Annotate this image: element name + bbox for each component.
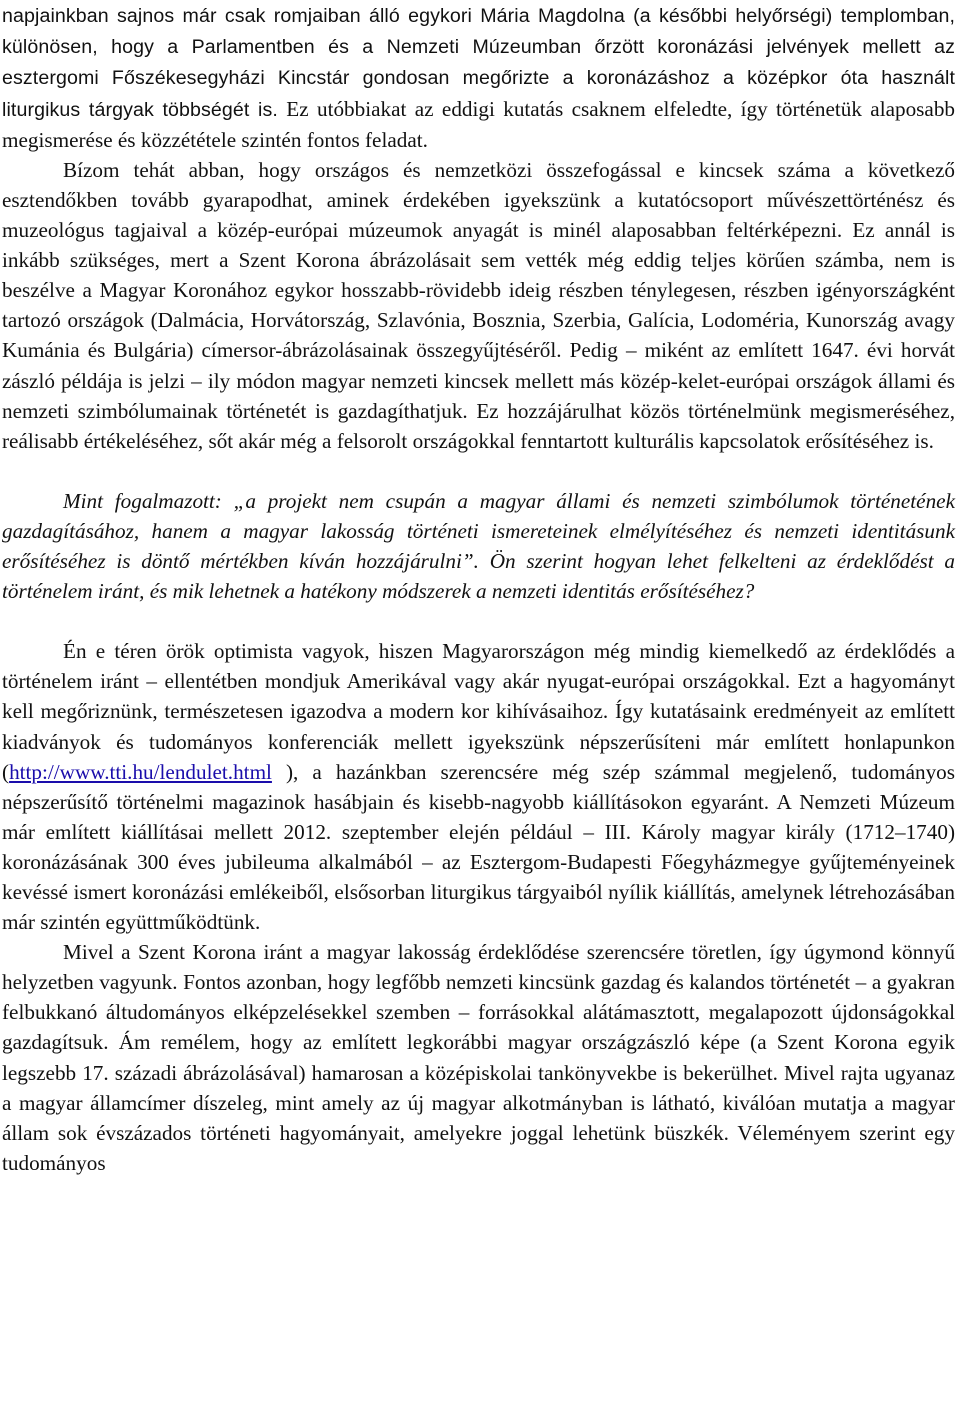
paragraph-optimism-answer xyxy=(2,636,955,937)
paragraph-spacer xyxy=(2,606,955,636)
paragraph-crown-treasury-sans-text: napjainkban sajnos már csak romjaiban álló egykori Mária Magdolna (a későbbi helyőrségi) templomban, különösen, hogy a Parlamentben és a Nemzeti Múzeumban őrzött koronázási jelvények mellett az esztergomi Főszékesegyházi Kincstár gondosan megőrizte a koronázáshoz a középkor óta használt liturgikus tárgyak többségét is. xyxy=(2,5,955,121)
paragraph-spacer xyxy=(2,456,955,486)
website-link[interactable]: http://www.tti.hu/lendulet.html xyxy=(9,759,272,784)
answer-text-before-link: Én e téren örök optimista vagyok, hiszen Magyarországon még mindig kiemelkedő az érdeklődés a történelem iránt – ellentétben mondjuk Amerikával vagy akár nyugat-európai országokkal. Ezt a hagyományt kell megőriznünk, természetesen igazodva a modern kor kihívásaihoz. Így kutatásaink eredményeit az említett kiadványok és tudományos konferenciák mellett igyekszünk népszerűsíteni már említett honlapunkon ( xyxy=(2,639,955,784)
paragraph-national-cooperation: Bízom tehát abban, hogy országos és nemzetközi összefogással e kincsek száma a következő esztendőkben tovább gyarapodhat, aminek érdekében igyekszünk a kutatócsoport művészettörténész és muzeológus tagjaival a közép-európai múzeumok anyagát is minél alaposabban feltérképezni. Ez annál is inkább szükséges, mert a Szent Korona ábrázolásait sem vették még eddig teljes körűen számba, nem is beszélve a Magyar Koronához egykor hosszabb-rövidebb ideig részben ténylegesen, részben igényországként tartozó országok (Dalmácia, Horvátország, Szlavónia, Bosznia, Szerbia, Galícia, Lodoméria, Kunország avagy Kumánia és Bulgária) címersor-ábrázolásainak összegyűjtéséről. Pedig – miként az említett 1647. évi horvát zászló példája is jelzi – ily módon magyar nemzeti kincsek mellett más közép-kelet-európai országok állami és nemzeti szimbólumainak történetét is gazdagíthatjuk. Ez hozzájárulhat közös történelmünk megismeréséhez, reálisabb értékeléséhez, sőt akár még a felsorolt országokkal fenntartott kulturális kapcsolatok erősítéséhez is. xyxy=(2,157,955,453)
paragraph-holy-crown-interest: Mivel a Szent Korona iránt a magyar lakosság érdeklődése szerencsére töretlen, így úgymond könnyű helyzetben vagyunk. Fontos azonban, hogy legfőbb nemzeti kincsünk gazdag és kalandos történetét – a gyakran felbukkanó áltudományos elképzelésekkel szemben – forrásokkal alátámasztott, megalapozott újdonságokkal gazdagítsuk. Ám remélem, hogy az említett legkorábbi magyar országzászló képe (a Szent Korona egyik legszebb 17. századi ábrázolásával) hamarosan a középiskolai tankönyvekbe is bekerülhet. Mivel rajta ugyanaz a magyar államcímer díszeleg, mint amely az új magyar alkotmányban is látható, kiválóan mutatja a magyar állam sok évszázados történeti hagyományait, amelyekre joggal lehetünk büszkék. Véleményem szerint egy tudományos xyxy=(2,940,955,1175)
paragraph-crown-treasury xyxy=(2,0,955,155)
answer-text-after-link: ), a hazánkban szerencsére még szép számmal megjelenő, tudományos népszerűsítő történelmi magazinok hasábjain és kisebb-nagyobb kiállításokon egyaránt. A Nemzeti Múzeum már említett kiállításai mellett 2012. szeptember elején például – III. Károly magyar király (1712–1740) koronázásának 300 éves jubileuma alkalmából – az Esztergom-Budapesti Főegyházmegye gyűjteményeinek kevéssé ismert koronázási emlékeiből, elsősorban liturgikus tárgyaiból nyílik kiállítás, amelynek létrehozásában már szintén együttműködtünk. xyxy=(2,759,955,935)
interview-question: Mint fogalmazott: „a projekt nem csupán a magyar állami és nemzeti szimbólumok történetének gazdagításához, hanem a magyar lakosság történeti ismereteinek elmélyítéséhez és nemzeti identitásunk erősítéséhez is döntő mértékben kíván hozzájárulni”. Ön szerint hogyan lehet felkelteni az érdeklődést a történelem iránt, és mik lehetnek a hatékony módszerek a nemzeti identitás erősítéséhez? xyxy=(2,488,955,604)
paragraph-crown-treasury-serif-text: Ez utóbbiakat az eddigi kutatás csaknem elfeledte, így történetük alaposabb megismerése és közzététele szintén fontos feladat. xyxy=(2,96,956,152)
document-page xyxy=(2,0,955,1178)
